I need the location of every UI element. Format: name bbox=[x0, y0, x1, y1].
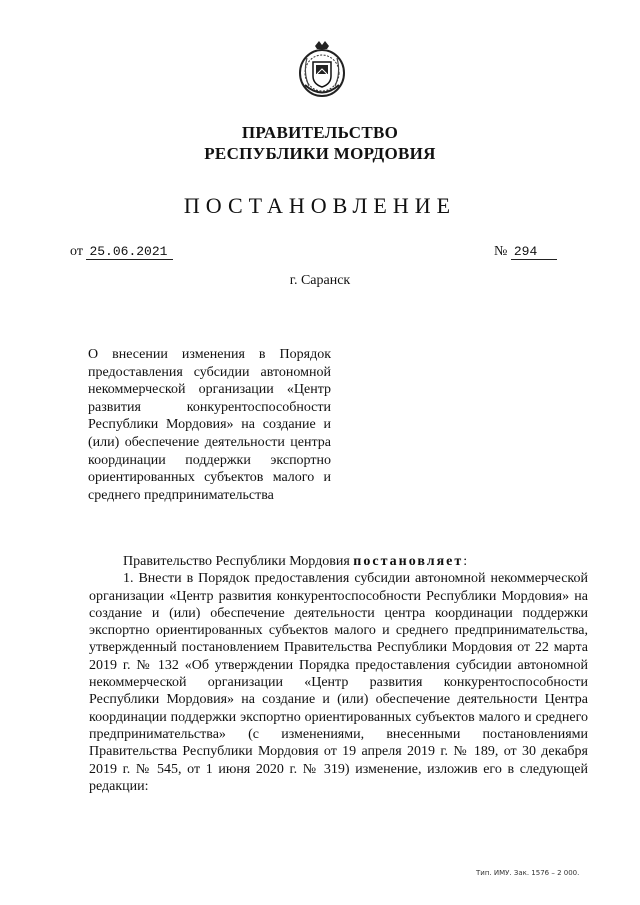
document-subject: О внесении изменения в Порядок предоставления субсидии автономной некоммерческой организации «Центр развития конкурентоспособности Республики Мордовия» на создание и (или) обеспечение деятельности центра координации поддержки экспортно ориентированных субъектов малого и среднего предпринимательства bbox=[88, 347, 331, 503]
document-type: ПОСТАНОВЛЕНИЕ bbox=[183, 193, 457, 218]
coat-of-arms-icon bbox=[297, 40, 347, 100]
decree-colon: : bbox=[463, 554, 468, 569]
date-value: 25.06.2021 bbox=[86, 244, 173, 260]
document-number bbox=[494, 244, 557, 260]
document-date bbox=[70, 244, 173, 260]
government-title-line2: РЕСПУБЛИКИ МОРДОВИЯ bbox=[204, 144, 436, 163]
number-prefix: № bbox=[494, 244, 508, 259]
date-prefix: от bbox=[70, 244, 83, 259]
decree-word: постановляет bbox=[353, 554, 464, 569]
lead-paragraph bbox=[89, 553, 588, 570]
number-value: 294 bbox=[511, 244, 557, 260]
print-mark: Тип. ИМУ. Зак. 1576 – 2 000. bbox=[476, 869, 580, 877]
government-title-line1: ПРАВИТЕЛЬСТВО bbox=[241, 123, 399, 142]
item-1-paragraph: 1. Внести в Порядок предоставления субсидии автономной некоммерческой организации «Центр развития конкурентоспособности Республики Мордовия» на создание и (или) обеспечение деятельности центра координации поддержки экспортно ориентированных субъектов малого и среднего предпринимательства, утвержденный постановлением Правительства Республики Мордовия от 22 марта 2019 г. № 132 «Об утверждении Порядка предоставления субсидии автономной некоммерческой организации «Центр развития конкурентоспособности Республики Мордовия» на создание и (или) обеспечение деятельности Центра координации поддержки экспортно ориентированных субъектов малого и среднего предпринимательства» (с изменениями, внесенными постановлениями Правительства Республики Мордовия от 19 апреля 2019 г. № 189, от 30 декабря 2019 г. № 545, от 1 июня 2020 г. № 319) изменение, изложив его в следующей редакции: bbox=[89, 571, 588, 794]
lead-text: Правительство Республики Мордовия bbox=[123, 554, 350, 569]
city: г. Саранск bbox=[289, 273, 351, 288]
document-body bbox=[89, 553, 588, 795]
